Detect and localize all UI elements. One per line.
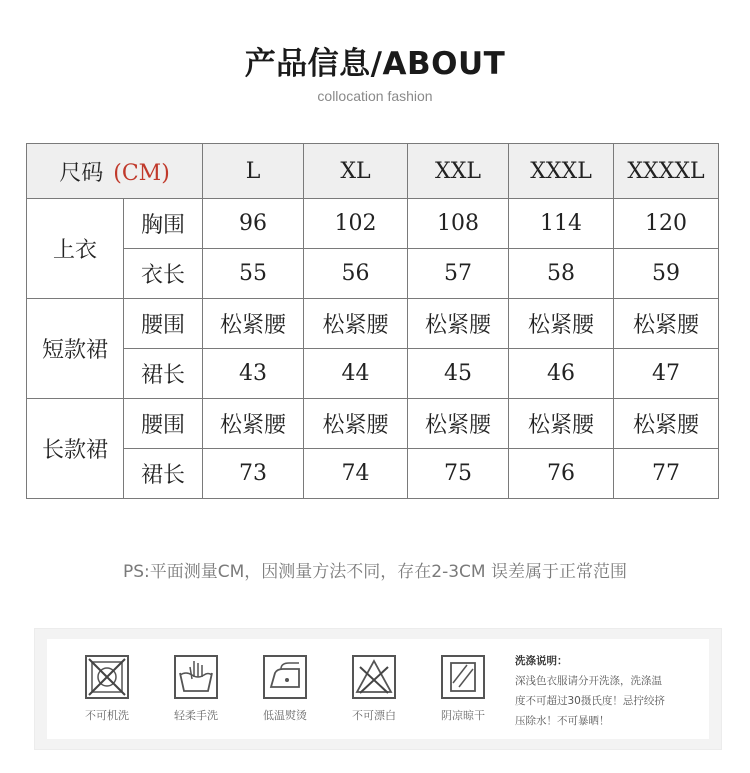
measure-value: 松紧腰 — [614, 299, 719, 349]
care-item — [156, 653, 236, 723]
measure-value: 108 — [408, 199, 509, 249]
care-label: 低温熨烫 — [263, 709, 307, 722]
measure-value: 松紧腰 — [509, 299, 614, 349]
size-table — [26, 143, 719, 499]
wash-instructions — [515, 651, 701, 731]
measure-value: 松紧腰 — [304, 299, 408, 349]
care-label: 阴凉晾干 — [441, 709, 485, 722]
measure-value: 松紧腰 — [614, 399, 719, 449]
group-name: 长款裙 — [27, 399, 124, 499]
group-name: 短款裙 — [27, 299, 124, 399]
wash-line: 深浅色衣服请分开洗涤，洗涤温 — [515, 675, 662, 687]
size-header-cell — [27, 144, 203, 199]
measure-label: 胸围 — [124, 199, 203, 249]
care-item — [423, 653, 503, 723]
measure-value: 74 — [304, 449, 408, 499]
gentle-hand-wash-icon — [172, 653, 220, 701]
measure-label: 裙长 — [124, 349, 203, 399]
size-col-header: XXXL — [509, 144, 614, 199]
table-row — [27, 249, 719, 299]
shade-dry-icon — [439, 653, 487, 701]
measure-value: 55 — [203, 249, 304, 299]
wash-line: 度不可超过30摄氏度！忌拧绞挤 — [515, 695, 665, 707]
measure-value: 44 — [304, 349, 408, 399]
care-item — [245, 653, 325, 723]
wash-title: 洗涤说明： — [515, 655, 568, 667]
size-col-header: L — [203, 144, 304, 199]
care-item — [67, 653, 147, 723]
measure-value: 58 — [509, 249, 614, 299]
measure-value: 59 — [614, 249, 719, 299]
table-row — [27, 199, 719, 249]
measure-value: 松紧腰 — [509, 399, 614, 449]
measure-value: 松紧腰 — [203, 399, 304, 449]
size-unit: (CM) — [113, 160, 170, 186]
measure-value: 75 — [408, 449, 509, 499]
size-col-header: XL — [304, 144, 408, 199]
measure-label: 衣长 — [124, 249, 203, 299]
care-panel — [34, 628, 722, 750]
size-label: 尺码 — [59, 160, 104, 186]
table-row — [27, 399, 719, 449]
measure-label: 腰围 — [124, 299, 203, 349]
measure-value: 松紧腰 — [408, 299, 509, 349]
measure-value: 102 — [304, 199, 408, 249]
measure-value: 57 — [408, 249, 509, 299]
measurement-note: PS:平面测量CM，因测量方法不同，存在2-3CM 误差属于正常范围 — [122, 562, 627, 582]
measure-value: 73 — [203, 449, 304, 499]
page-subtitle: collocation fashion — [317, 88, 433, 104]
no-machine-wash-icon — [83, 653, 131, 701]
no-bleach-icon — [350, 653, 398, 701]
care-item — [334, 653, 414, 723]
measure-value: 77 — [614, 449, 719, 499]
measure-label: 裙长 — [124, 449, 203, 499]
care-label: 轻柔手洗 — [174, 709, 218, 722]
measure-value: 松紧腰 — [304, 399, 408, 449]
low-temp-iron-icon — [261, 653, 309, 701]
measure-value: 56 — [304, 249, 408, 299]
table-row — [27, 449, 719, 499]
measure-value: 96 — [203, 199, 304, 249]
measure-value: 松紧腰 — [203, 299, 304, 349]
size-col-header: XXL — [408, 144, 509, 199]
measure-value: 松紧腰 — [408, 399, 509, 449]
care-label: 不可机洗 — [85, 709, 129, 722]
measure-value: 46 — [509, 349, 614, 399]
measure-value: 120 — [614, 199, 719, 249]
group-name: 上衣 — [27, 199, 124, 299]
measure-value: 76 — [509, 449, 614, 499]
table-row — [27, 349, 719, 399]
measure-value: 45 — [408, 349, 509, 399]
table-row — [27, 299, 719, 349]
measure-value: 47 — [614, 349, 719, 399]
care-label: 不可漂白 — [352, 709, 396, 722]
wash-line: 压除水！不可暴晒！ — [515, 715, 610, 727]
measure-value: 114 — [509, 199, 614, 249]
size-header-row — [27, 144, 719, 199]
measure-value: 43 — [203, 349, 304, 399]
page-title: 产品信息/ABOUT — [244, 46, 506, 82]
measure-label: 腰围 — [124, 399, 203, 449]
care-panel-inner — [47, 639, 709, 739]
size-col-header: XXXXL — [614, 144, 719, 199]
